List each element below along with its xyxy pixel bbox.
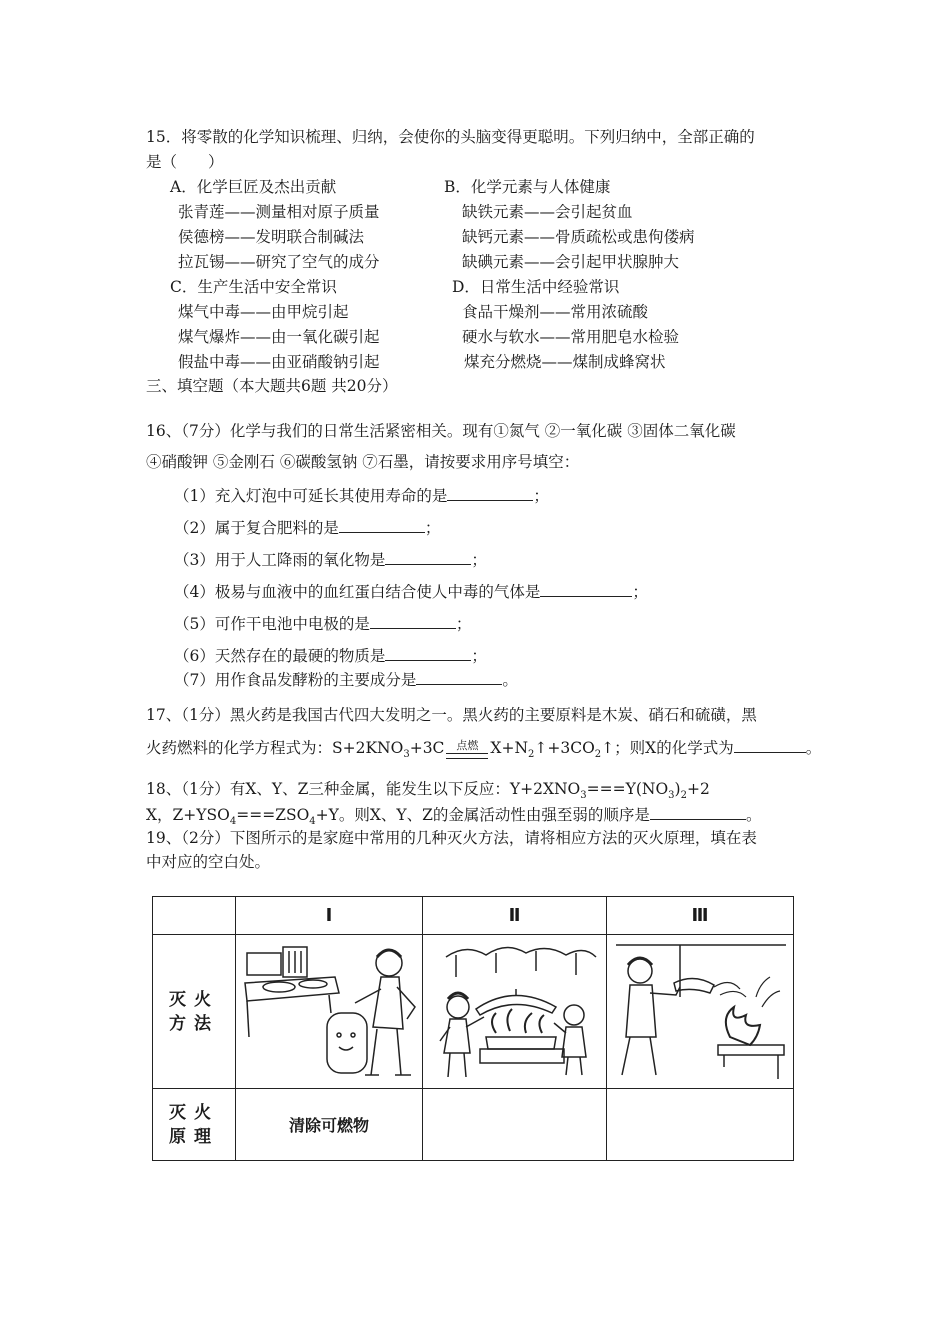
principle-answer-cell: 清除可燃物 (236, 1089, 423, 1161)
q16-item: （2）属于复合肥料的是 ； (174, 516, 440, 538)
answer-blank[interactable] (650, 803, 746, 820)
q19-stem-line2: 中对应的空白处。 (146, 853, 271, 871)
q16-item: （3）用于人工降雨的氧化物是 ； (174, 548, 487, 570)
principle-answer-cell[interactable] (423, 1089, 607, 1161)
q15-option-b-item: 缺碘元素——会引起甲状腺肿大 (462, 253, 680, 271)
q17-stem-line1: 17、（1分）黑火药是我国古代四大发明之一。黑火药的主要原料是木炭、硝石和硫磺，黑 (146, 706, 757, 724)
q19-stem-line1: 19、（2分）下图所示的是家庭中常用的几种灭火方法，请将相应方法的灭火原理，填在表 (146, 829, 757, 847)
throw-vegetables-illustration (610, 937, 790, 1083)
illustration-cell (607, 935, 794, 1089)
q15-option-d-item: 煤充分燃烧——煤制成蜂窝状 (464, 353, 666, 371)
close-gas-valve-illustration (239, 937, 419, 1083)
q18-stem-line2: X，$Z+YSO_4===ZSO_4+Y$。则X、Y、Z的金属活动性由强至弱的顺序是 。 (146, 803, 761, 825)
q15-stem-line1: 15．将零散的化学知识梳理、归纳，会使你的头脑变得更聪明。下列归纳中，全部正确的 (146, 128, 755, 146)
answer-blank[interactable] (385, 644, 471, 661)
q16-item: （5）可作干电池中电极的是 ； (174, 612, 471, 634)
q16-stem-line2: ④硝酸钾 ⑤金刚石 ⑥碳酸氢钠 ⑦石墨，请按要求用序号填空： (146, 453, 580, 471)
table-header: Ⅰ (236, 897, 423, 935)
q15-option-a-item: 张青莲——测量相对原子质量 (178, 203, 380, 221)
answer-blank[interactable] (734, 736, 806, 753)
row-label-method: 灭火 方法 (153, 935, 236, 1089)
q15-option-d-title: D．日常生活中经验常识 (452, 278, 620, 296)
illustration-cell (423, 935, 607, 1089)
cover-pot-lid-illustration (426, 937, 604, 1083)
q15-stem-line2: 是（ ） (146, 153, 224, 171)
illustration-cell (236, 935, 423, 1089)
q16-item: （7）用作食品发酵粉的主要成分是 。 (174, 668, 518, 690)
table-header: Ⅱ (423, 897, 607, 935)
answer-blank[interactable] (339, 516, 425, 533)
q16-item: （4）极易与血液中的血红蛋白结合使人中毒的气体是 ； (174, 580, 648, 602)
q15-option-a-title: A．化学巨匠及杰出贡献 (170, 178, 337, 196)
q15-option-d-item: 食品干燥剂——常用浓硫酸 (462, 303, 649, 321)
q16-item: （1）充入灯泡中可延长其使用寿命的是 ； (174, 484, 549, 506)
q15-option-a-item: 侯德榜——发明联合制碱法 (178, 228, 365, 246)
answer-blank[interactable] (416, 668, 502, 685)
q15-option-a-item: 拉瓦锡——研究了空气的成分 (178, 253, 380, 271)
answer-blank[interactable] (385, 548, 471, 565)
table-header: Ⅲ (607, 897, 794, 935)
principle-answer-cell[interactable] (607, 1089, 794, 1161)
q18-stem-line1: 18、（1分）有X、Y、Z三种金属，能发生以下反应：$Y+2XNO_3===Y(NO_3)_2+2$ (146, 780, 710, 802)
q15-option-b-item: 缺钙元素——骨质疏松或患佝偻病 (462, 228, 695, 246)
fire-methods-table (152, 896, 794, 1161)
q15-option-b-title: B．化学元素与人体健康 (444, 178, 611, 196)
answer-blank[interactable] (447, 484, 533, 501)
q16-stem-line1: 16、（7分）化学与我们的日常生活紧密相关。现有①氮气 ②一氧化碳 ③固体二氧化碳 (146, 422, 736, 440)
q17-equation-line: 火药燃料的化学方程式为：$S+2KNO_3+3C$ 点燃 $X+N_2↑+3CO_2↑$；则X的化学式为 。 (146, 736, 821, 760)
reaction-condition: 点燃 (444, 740, 490, 760)
answer-blank[interactable] (370, 612, 456, 629)
q15-option-c-item: 煤气爆炸——由一氧化碳引起 (178, 328, 380, 346)
q16-item: （6）天然存在的最硬的物质是 ； (174, 644, 487, 666)
q15-option-c-item: 假盐中毒——由亚硝酸钠引起 (178, 353, 380, 371)
answer-blank[interactable] (540, 580, 632, 597)
q15-option-c-item: 煤气中毒——由甲烷引起 (178, 303, 349, 321)
table-corner (153, 897, 236, 935)
section-heading: 三、填空题（本大题共6题 共20分） (146, 377, 398, 395)
row-label-principle: 灭火 原理 (153, 1089, 236, 1161)
q15-option-d-item: 硬水与软水——常用肥皂水检验 (462, 328, 680, 346)
q15-option-c-title: C．生产生活中安全常识 (170, 278, 337, 296)
q15-option-b-item: 缺铁元素——会引起贫血 (462, 203, 633, 221)
